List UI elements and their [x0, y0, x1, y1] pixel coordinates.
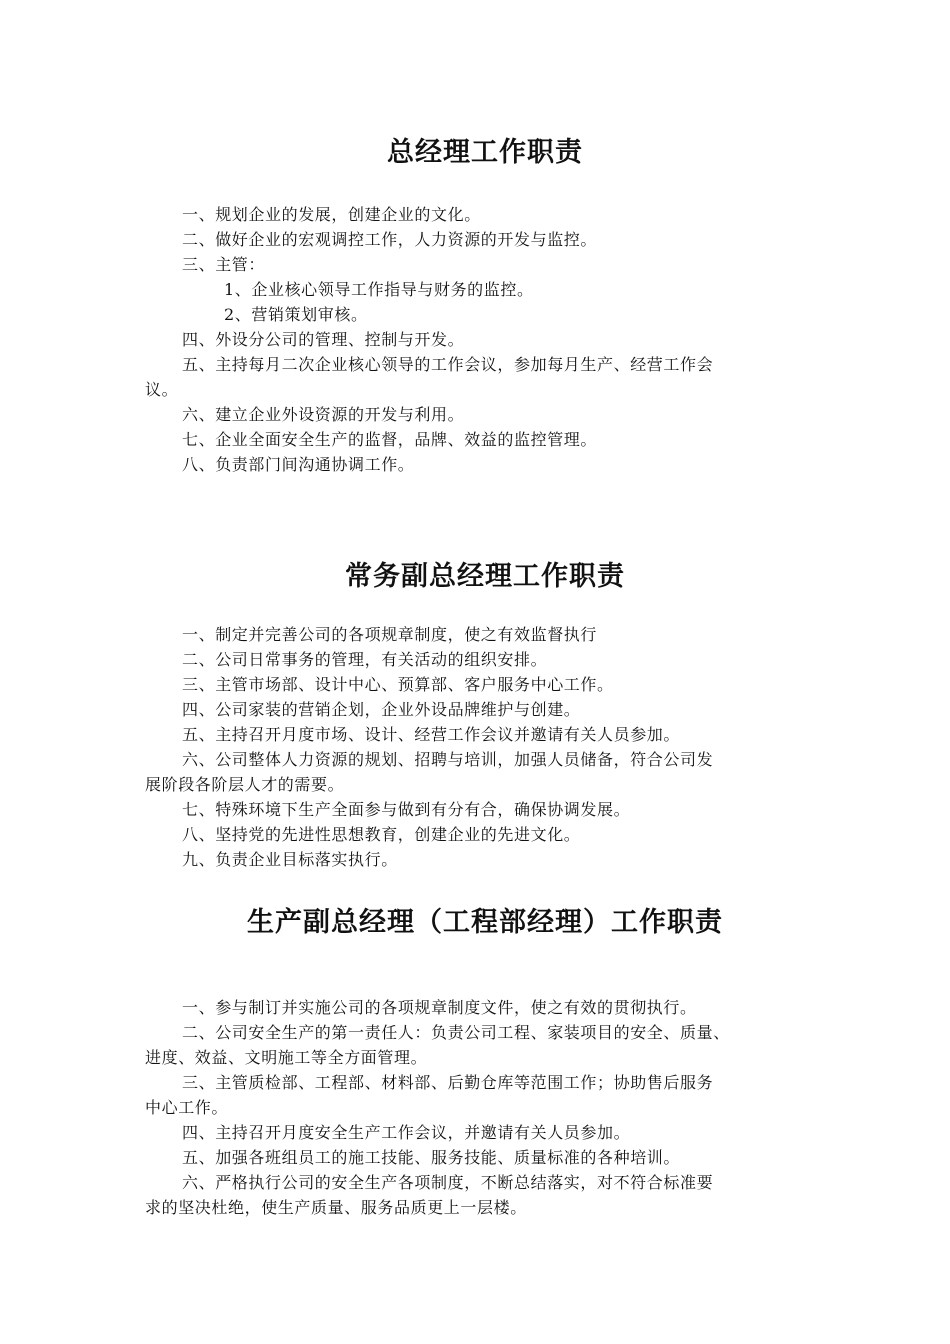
duty-item: 五、主持召开月度市场、设计、经营工作会议并邀请有关人员参加。: [182, 725, 681, 744]
duty-item: 五、主持每月二次企业核心领导的工作会议，参加每月生产、经营工作会: [182, 355, 714, 374]
duty-item: 一、制定并完善公司的各项规章制度，使之有效监督执行: [182, 625, 598, 644]
duty-item: 一、规划企业的发展，创建企业的文化。: [182, 205, 481, 224]
duty-subitem: 1、企业核心领导工作指导与财务的监控。: [224, 280, 534, 299]
section-title-executive-vice-gm: 常务副总经理工作职责: [345, 561, 625, 592]
duty-item: 三、主管：: [182, 255, 266, 274]
duty-subitem: 2、营销策划审核。: [224, 305, 368, 324]
duty-item-continuation: 进度、效益、文明施工等全方面管理。: [145, 1048, 428, 1067]
duty-item: 八、负责部门间沟通协调工作。: [182, 455, 415, 474]
duty-item: 四、公司家装的营销企划，企业外设品牌维护与创建。: [182, 700, 581, 719]
duty-item: 五、加强各班组员工的施工技能、服务技能、质量标准的各种培训。: [182, 1148, 681, 1167]
duty-item: 七、企业全面安全生产的监督，品牌、效益的监控管理。: [182, 430, 598, 449]
duty-item: 四、主持召开月度安全生产工作会议，并邀请有关人员参加。: [182, 1123, 631, 1142]
duty-item: 三、主管质检部、工程部、材料部、后勤仓库等范围工作；协助售后服务: [182, 1073, 714, 1092]
duty-item-continuation: 求的坚决杜绝，使生产质量、服务品质更上一层楼。: [145, 1198, 527, 1217]
duty-item: 九、负责企业目标落实执行。: [182, 850, 398, 869]
duty-item: 六、严格执行公司的安全生产各项制度，不断总结落实，对不符合标准要: [182, 1173, 714, 1192]
duty-item: 二、公司安全生产的第一责任人：负责公司工程、家装项目的安全、质量、: [182, 1023, 730, 1042]
duty-item: 二、做好企业的宏观调控工作，人力资源的开发与监控。: [182, 230, 598, 249]
section-executive-vice-gm: [145, 622, 825, 872]
duty-item: 一、参与制订并实施公司的各项规章制度文件，使之有效的贯彻执行。: [182, 998, 697, 1017]
duty-item: 六、建立企业外设资源的开发与利用。: [182, 405, 465, 424]
section-general-manager: [145, 202, 825, 477]
section-title-production-vice-gm: 生产副总经理（工程部经理）工作职责: [247, 907, 723, 938]
duty-item: 二、公司日常事务的管理，有关活动的组织安排。: [182, 650, 548, 669]
section-production-vice-gm: [145, 995, 825, 1220]
duty-item: 六、公司整体人力资源的规划、招聘与培训，加强人员储备，符合公司发: [182, 750, 714, 769]
section-title-general-manager: 总经理工作职责: [387, 137, 583, 168]
duty-item: 八、坚持党的先进性思想教育，创建企业的先进文化。: [182, 825, 581, 844]
duty-item: 七、特殊环境下生产全面参与做到有分有合，确保协调发展。: [182, 800, 631, 819]
duty-item-continuation: 议。: [145, 380, 179, 399]
duty-item: 四、外设分公司的管理、控制与开发。: [182, 330, 465, 349]
duty-item: 三、主管市场部、设计中心、预算部、客户服务中心工作。: [182, 675, 614, 694]
duty-item-continuation: 中心工作。: [145, 1098, 229, 1117]
duty-item-continuation: 展阶段各阶层人才的需要。: [145, 775, 345, 794]
